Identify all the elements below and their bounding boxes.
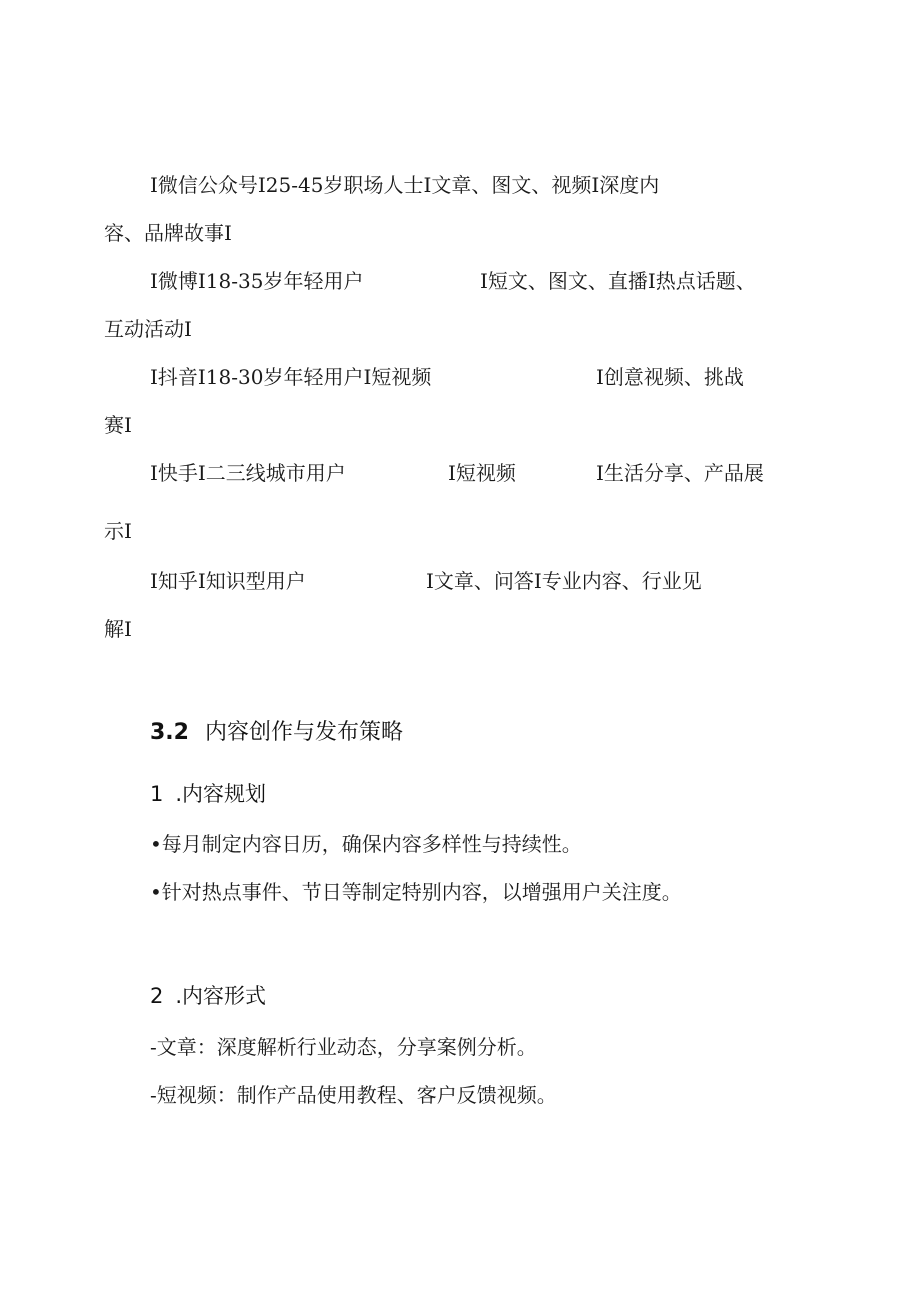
subsection-heading-2 xyxy=(150,983,266,1009)
bullet-item xyxy=(150,832,582,856)
table-row-douyin-line2 xyxy=(104,413,132,437)
row-text: 示I xyxy=(104,519,132,543)
subsection-number: 1 xyxy=(150,782,164,806)
format-topics: I文章、问答I专业内容、行业见 xyxy=(426,569,702,593)
bullet-text: •每月制定内容日历，确保内容多样性与持续性。 xyxy=(150,832,582,856)
table-row-douyin-line1 xyxy=(150,365,790,389)
table-row-zhihu-line2 xyxy=(104,617,132,641)
table-row-zhihu-line1 xyxy=(150,569,790,593)
section-title: 内容创作与发布策略 xyxy=(204,720,403,745)
section-heading xyxy=(150,720,403,746)
subsection-title: .内容规划 xyxy=(175,782,267,806)
platform-audience: I微博I18-35岁年轻用户 xyxy=(150,269,364,293)
row-text: 互动活动I xyxy=(104,317,192,341)
list-item-text: -文章：深度解析行业动态，分享案例分析。 xyxy=(150,1035,537,1059)
subsection-title: .内容形式 xyxy=(175,984,267,1008)
bullet-item xyxy=(150,880,682,904)
list-item-text: -短视频：制作产品使用教程、客户反馈视频。 xyxy=(150,1083,557,1107)
row-text: I微信公众号I25-45岁职场人士I文章、图文、视频I深度内 xyxy=(150,173,660,197)
row-text: 容、品牌故事I xyxy=(104,221,232,245)
row-text: 解I xyxy=(104,617,132,641)
format-topics: I短文、图文、直播I热点话题、 xyxy=(480,269,756,293)
topics: I创意视频、挑战 xyxy=(596,365,744,389)
platform-audience-format: I抖音I18-30岁年轻用户I短视频 xyxy=(150,365,432,389)
platform-audience: I知乎I知识型用户 xyxy=(150,569,306,593)
list-item xyxy=(150,1035,537,1059)
bullet-text: •针对热点事件、节日等制定特别内容，以增强用户关注度。 xyxy=(150,880,682,904)
subsection-number: 2 xyxy=(150,984,164,1008)
table-row-kuaishou-line1 xyxy=(150,461,790,485)
table-row-weibo-line1 xyxy=(150,269,790,293)
row-text: 赛I xyxy=(104,413,132,437)
platform-audience: I快手I二三线城市用户 xyxy=(150,461,346,485)
topics: I生活分享、产品展 xyxy=(596,461,764,485)
list-item xyxy=(150,1083,557,1107)
subsection-heading-1 xyxy=(150,781,266,807)
table-row-wechat-line1 xyxy=(150,173,659,197)
table-row-wechat-line2 xyxy=(104,221,232,245)
table-row-weibo-line2 xyxy=(104,317,192,341)
section-number: 3.2 xyxy=(150,720,189,745)
table-row-kuaishou-line2 xyxy=(104,519,132,543)
format: I短视频 xyxy=(448,461,516,485)
